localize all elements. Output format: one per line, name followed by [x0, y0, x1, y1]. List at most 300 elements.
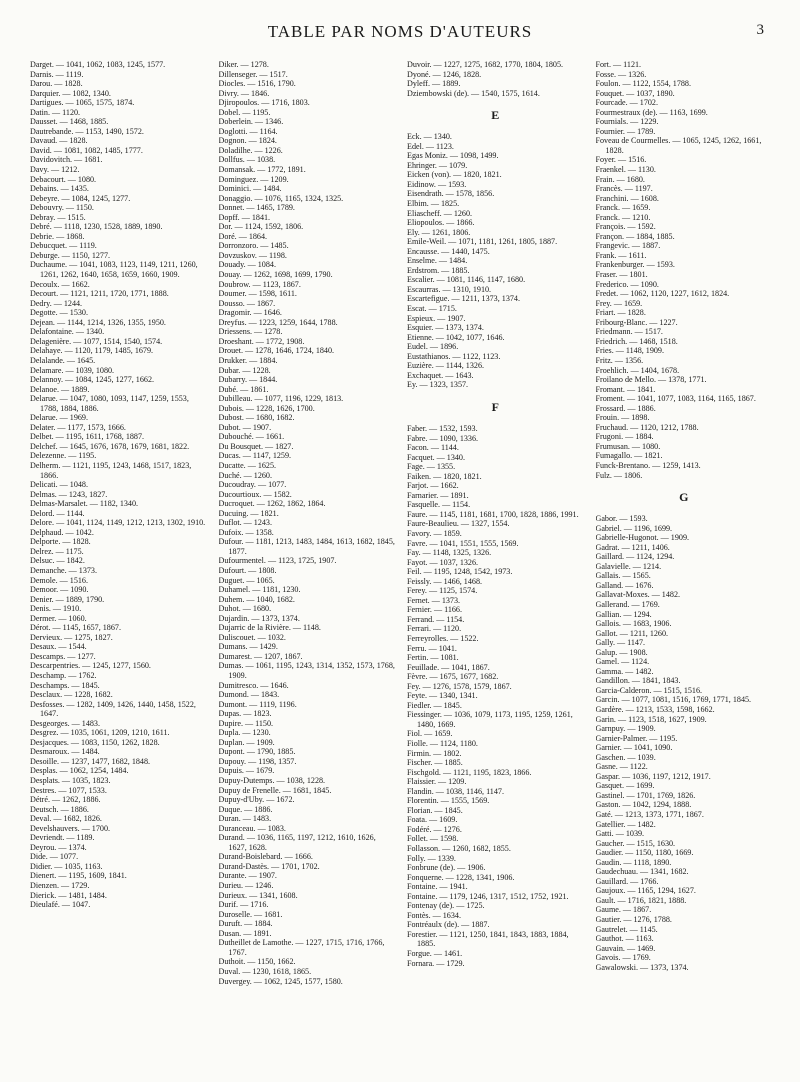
index-entry: Elbim. — 1825. [407, 199, 460, 209]
index-entry: Deyrou. — 1374. [30, 842, 87, 852]
index-entry: Follet. — 1598. [407, 834, 459, 844]
index-entry: Exchaquet. — 1643. [407, 370, 474, 380]
index-entry: Eustathianos. — 1122, 1123. [407, 351, 501, 361]
index-entry: Fontaine. — 1941. [407, 882, 468, 892]
index-entry: Durif. — 1716. [218, 900, 269, 910]
index-entry: Duval. — 1230, 1618, 1865. [218, 966, 312, 976]
index-entry: Doré. — 1864. [218, 231, 268, 241]
index-entry: Faure-Beaulieu. — 1327, 1554. [407, 519, 510, 529]
index-entry: Ferrari. — 1120. [407, 624, 462, 634]
index-entry: Flaissier. — 1209. [407, 777, 467, 787]
index-entry: Erdstrom. — 1885. [407, 265, 470, 275]
index-entry: Davaud. — 1828. [30, 136, 88, 146]
index-entry: Duflot. — 1243. [218, 518, 273, 528]
index-entry: Diker. — 1278. [218, 60, 269, 69]
index-entry: Dérot. — 1145, 1657, 1867. [30, 623, 121, 633]
index-entry: Fasquelle. — 1154. [407, 500, 471, 510]
index-entry: Fraser. — 1801. [595, 270, 648, 280]
index-entry: Doladilhe. — 1226. [218, 145, 283, 155]
index-entry: Gautier. — 1276, 1788. [595, 915, 672, 925]
index-entry: Gavois. — 1769. [595, 953, 651, 963]
index-entry: Debains. — 1435. [30, 184, 89, 194]
index-entry: Dide. — 1077. [30, 852, 79, 862]
index-entry: Du Bousquet. — 1827. [218, 441, 294, 451]
index-entry: Faiken. — 1820, 1821. [407, 471, 482, 481]
index-entry: Descamps. — 1277. [30, 651, 96, 661]
index-entry: Dumont. — 1119, 1196. [218, 699, 297, 709]
index-entry: Duhot. — 1680. [218, 604, 272, 614]
index-entry: Eliopoulos. — 1866. [407, 218, 475, 228]
index-entry: Feyte. — 1340, 1341. [407, 691, 478, 701]
index-entry: Debrie. — 1868. [30, 231, 85, 241]
index-entry: Dupas. — 1823. [218, 709, 272, 719]
index-entry: Donnet. — 1465, 1789. [218, 203, 295, 213]
page-number: 3 [756, 22, 764, 38]
index-entry: Fey. — 1276, 1578, 1579, 1867. [407, 681, 512, 691]
index-entry: Escalier. — 1081, 1146, 1147, 1680. [407, 275, 526, 285]
index-entry: Ferrand. — 1154. [407, 614, 465, 624]
index-entry: Fonbrune (de). — 1906. [407, 863, 486, 873]
index-entry: Eliascheff. — 1260. [407, 208, 473, 218]
index-entry: Dubouché. — 1661. [218, 432, 285, 442]
index-entry: Frossard. — 1886. [595, 403, 656, 413]
index-entry: Delphaud. — 1042. [30, 527, 94, 537]
index-entry: Gaspar. — 1036, 1197, 1212, 1917. [595, 771, 711, 781]
index-entry: Follasson. — 1260, 1682, 1855. [407, 844, 511, 854]
index-entry: Dujarric de la Rivière. — 1148. [218, 623, 321, 633]
index-entry: Fournier. — 1789. [595, 126, 656, 136]
index-entry: Frugoni. — 1884. [595, 432, 654, 442]
index-entry: Fraenkel. — 1130. [595, 165, 656, 175]
index-entry: Ferey. — 1125, 1574. [407, 586, 478, 596]
index-entry: Dorronzoro. — 1485. [218, 241, 289, 251]
index-entry: Gawalowski. — 1373, 1374. [595, 962, 689, 972]
index-entry: Gaté. — 1213, 1373, 1771, 1867. [595, 810, 704, 820]
index-entry: Didier. — 1035, 1163. [30, 861, 103, 871]
index-entry: Folly. — 1339. [407, 853, 456, 863]
index-entry: Friart. — 1828. [595, 308, 646, 318]
index-entry: Fumagallo. — 1821. [595, 451, 663, 461]
index-entry: Garnpuy. — 1909. [595, 724, 656, 734]
index-entry: Détré. — 1262, 1886. [30, 795, 101, 805]
index-entry: Delater. — 1177, 1573, 1666. [30, 422, 126, 432]
index-entry: Froilano de Mello. — 1378, 1771. [595, 375, 707, 385]
index-entry: Fertin. — 1081. [407, 653, 459, 663]
index-entry: Gallais. — 1565. [595, 571, 651, 581]
index-entry: Dufoix. — 1358. [218, 527, 274, 537]
index-entry: Fontenay (de). — 1725. [407, 901, 485, 911]
index-entry: Duché. — 1260. [218, 470, 272, 480]
index-entry: Fort. — 1121. [595, 60, 642, 69]
index-entry: Garnier-Palmer. — 1195. [595, 733, 678, 743]
index-entry: Gautrelet. — 1145. [595, 924, 658, 934]
index-entry: Denier. — 1889, 1790. [30, 594, 105, 604]
index-entry: Doberlein. — 1346. [218, 117, 284, 127]
index-entry: Doglotti. — 1164. [218, 126, 278, 136]
index-entry: Dupla. — 1230. [218, 728, 271, 738]
index-entry: Gasne. — 1122. [595, 762, 648, 772]
index-entry: Dupuy-Dutemps. — 1038, 1228. [218, 776, 326, 786]
index-entry: Frederico. — 1090. [595, 279, 659, 289]
index-entry: Desmaroux. — 1484. [30, 747, 100, 757]
index-entry: Debré. — 1118, 1230, 1528, 1889, 1890. [30, 222, 163, 232]
index-entry: Delafontaine. — 1340. [30, 327, 105, 337]
index-entry: Eisendrath. — 1578, 1856. [407, 189, 495, 199]
index-entry: Fèvre. — 1675, 1677, 1682. [407, 672, 499, 682]
index-entry: Garcin. — 1077, 1081, 1516, 1769, 1771, 1845. [595, 695, 752, 705]
index-entry: Gaillard. — 1124, 1294. [595, 552, 675, 562]
index-entry: Gamel. — 1124. [595, 657, 650, 667]
index-column-4 [596, 60, 773, 1070]
index-entry: Dyoné. — 1246, 1828. [407, 69, 482, 79]
index-entry: Frankenburger. — 1593. [595, 260, 675, 270]
index-entry: Duranceau. — 1083. [218, 823, 286, 833]
index-entry: Favory. — 1859. [407, 528, 462, 538]
index-entry: Emile-Weil. — 1071, 1181, 1261, 1805, 1887. [407, 237, 558, 247]
index-entry: Demoor. — 1090. [30, 585, 89, 595]
index-entry: Faber. — 1532, 1593. [407, 423, 478, 433]
index-entry: Froment. — 1041, 1077, 1083, 1164, 1165, 1867. [595, 394, 756, 404]
index-entry: Debray. — 1515. [30, 212, 86, 222]
index-entry: Darget. — 1041, 1062, 1083, 1245, 1577. [30, 60, 166, 69]
index-entry: Garnier. — 1041, 1090. [595, 743, 673, 753]
index-entry: Dubarry. — 1844. [218, 375, 278, 385]
index-entry: Eicken (von). — 1820, 1821. [407, 170, 502, 180]
index-entry: Delherm. — 1121, 1195, 1243, 1468, 1517, 1823, 1866. [30, 460, 192, 480]
index-entry: Ducatte. — 1625. [218, 460, 277, 470]
index-entry: Fischgold. — 1121, 1195, 1823, 1866. [407, 767, 532, 777]
index-entry: Dufour. — 1181, 1213, 1483, 1484, 1613, 1682, 1845, 1877. [218, 537, 395, 556]
index-entry: Fischer. — 1885. [407, 758, 463, 768]
index-entry: Fourcade. — 1702. [595, 98, 658, 108]
index-entry: Dujardin. — 1373, 1374. [218, 613, 300, 623]
index-entry: Debeyre. — 1084, 1245, 1277. [30, 193, 131, 203]
index-entry: Foata. — 1609. [407, 815, 458, 825]
index-entry: Encausse. — 1440, 1475. [407, 246, 490, 256]
index-entry: Dautrebande. — 1153, 1490, 1572. [30, 126, 144, 136]
index-entry: Gabrielle-Hugonot. — 1909. [595, 533, 690, 543]
index-entry: Dziembowski (de). — 1540, 1575, 1614. [407, 88, 540, 98]
index-entry: Gaschen. — 1039. [595, 752, 656, 762]
index-entry: Gaujoux. — 1165, 1294, 1627. [595, 886, 696, 896]
index-entry: Dubois. — 1228, 1626, 1700. [218, 403, 315, 413]
index-entry: Dominici. — 1484. [218, 184, 282, 194]
index-entry: Gauvain. — 1469. [595, 943, 656, 953]
index-entry: Djiropoulos. — 1716, 1803. [218, 98, 310, 108]
index-entry: Farjot. — 1662. [407, 481, 459, 491]
index-entry: Delanoe. — 1889. [30, 384, 90, 394]
index-entry: Dumas. — 1061, 1195, 1243, 1314, 1352, 1573, 1768, 1909. [218, 661, 395, 680]
index-entry: Fodéré. — 1276. [407, 824, 462, 834]
index-entry: Gallian. — 1294. [595, 609, 652, 619]
index-entry: Facon. — 1144. [407, 443, 459, 453]
index-entry: Dobel. — 1195. [218, 107, 271, 117]
index-entry: Demanche. — 1373. [30, 565, 97, 575]
index-entry: Fries. — 1148, 1909. [595, 346, 664, 356]
index-entry: Diocles. — 1516, 1790. [218, 79, 296, 89]
index-entry: Facquet. — 1340. [407, 452, 465, 462]
index-entry: Fribourg-Blanc. — 1227. [595, 317, 678, 327]
index-entry: Desjacques. — 1083, 1150, 1262, 1828. [30, 737, 160, 747]
index-entry: Fornara. — 1729. [407, 958, 465, 968]
index-entry: Fruchaud. — 1120, 1212, 1788. [595, 422, 699, 432]
index-entry: Domansak. — 1772, 1891. [218, 165, 306, 175]
index-entry: Degotte. — 1530. [30, 308, 88, 318]
section-letter: E [491, 108, 500, 123]
index-entry: Favre. — 1041, 1551, 1555, 1569. [407, 538, 519, 548]
index-entry: Durieu. — 1246. [218, 881, 274, 891]
index-entry: Delannoy. — 1084, 1245, 1277, 1662. [30, 375, 155, 385]
index-entry: Gasquet. — 1699. [595, 781, 655, 791]
index-entry: Dupuy de Frenelle. — 1681, 1845. [218, 785, 332, 795]
index-entry: Dubot. — 1907. [218, 422, 272, 432]
index-entry: Franck. — 1210. [595, 212, 651, 222]
index-entry: Escat. — 1715. [407, 304, 457, 314]
index-entry: Feil. — 1195, 1248, 1542, 1973. [407, 567, 513, 577]
index-entry: Divry. — 1846. [218, 88, 270, 98]
index-entry: Dragomir. — 1646. [218, 308, 282, 318]
index-entry: Fiessinger. — 1036, 1079, 1173, 1195, 1259, 1261, 1480, 1669. [407, 710, 573, 729]
index-entry: Foyer. — 1516. [595, 155, 647, 165]
index-entry: Dominguez. — 1209. [218, 174, 289, 184]
index-entry: Dumarest. — 1207, 1867. [218, 651, 303, 661]
index-entry: Dovzuskov. — 1198. [218, 250, 287, 260]
index-entry: Driessens. — 1278. [218, 327, 283, 337]
index-entry: Dreyfus. — 1223, 1259, 1644, 1788. [218, 317, 338, 327]
index-entry: Dognon. — 1824. [218, 136, 277, 146]
index-entry: Ducuing. — 1821. [218, 508, 279, 518]
index-entry: Darnis. — 1119. [30, 69, 84, 79]
index-entry: Duvoir. — 1227, 1275, 1682, 1770, 1804, 1805. [407, 60, 564, 69]
index-entry: Dollfus. — 1038. [218, 155, 276, 165]
index-entry: Gabriel. — 1196, 1699. [595, 523, 673, 533]
index-entry: Franck. — 1659. [595, 203, 651, 213]
index-entry: Eidinow. — 1593. [407, 179, 467, 189]
index-entry: Fayot. — 1037, 1326. [407, 557, 479, 567]
index-entry: Fromant. — 1841. [595, 384, 656, 394]
index-entry: Gault. — 1716, 1821, 1888. [595, 895, 687, 905]
index-entry: Desplats. — 1035, 1823. [30, 776, 111, 786]
index-entry: Dillenseger. — 1517. [218, 69, 288, 79]
index-entry: Delporte. — 1828. [30, 537, 91, 547]
index-entry: Dartigues. — 1065, 1575, 1874. [30, 98, 135, 108]
index-entry: Durand. — 1036, 1165, 1197, 1212, 1610, 1626, 1627, 1628. [218, 833, 376, 852]
index-entry: Decourt. — 1121, 1211, 1720, 1771, 1888. [30, 289, 169, 299]
index-entry: Darou. — 1828. [30, 79, 83, 89]
index-entry: Delarue. — 1047, 1080, 1093, 1147, 1259, 1553, 1788, 1884, 1886. [30, 394, 189, 413]
index-entry: Delore. — 1041, 1124, 1149, 1212, 1213, 1302, 1910. [30, 518, 206, 528]
index-entry: Dupire. — 1150. [218, 718, 274, 728]
index-entry: Dedry. — 1244. [30, 298, 83, 308]
index-entry: Dubé. — 1861. [218, 384, 269, 394]
index-entry: Foulon. — 1122, 1554, 1788. [595, 79, 691, 89]
index-entry: Ferru. — 1041. [407, 643, 457, 653]
index-entry: Gaudechuau. — 1341, 1682. [595, 867, 689, 877]
index-entry: Frey. — 1659. [595, 298, 643, 308]
index-entry: Frank. — 1611. [595, 250, 647, 260]
index-entry: Fredet. — 1062, 1120, 1227, 1612, 1824. [595, 289, 730, 299]
index-entry: Fourmestraux (de). — 1163, 1699. [595, 107, 708, 117]
index-entry: Droeshant. — 1772, 1908. [218, 336, 305, 346]
index-entry: Develshauvers. — 1700. [30, 823, 111, 833]
index-entry: Fiedler. — 1845. [407, 700, 462, 710]
index-entry: Funck-Brentano. — 1259, 1413. [595, 460, 701, 470]
index-entry: Francès. — 1197. [595, 184, 653, 194]
index-entry: Deutsch. — 1886. [30, 804, 89, 814]
index-entry: Gabor. — 1593. [595, 514, 648, 524]
index-entry: Dierick. — 1481, 1484. [30, 890, 107, 900]
index-entry: Frangevic. — 1887. [595, 241, 661, 251]
page-title: TABLE PAR NOMS D'AUTEURS [267, 22, 533, 41]
index-entry: Gastinel. — 1701, 1769, 1826. [595, 790, 696, 800]
index-entry: Gallot. — 1211, 1260. [595, 628, 669, 638]
index-entry: Durand-Dastès. — 1701, 1702. [218, 861, 320, 871]
index-entry: Denis. — 1910. [30, 604, 82, 614]
index-entry: Franchini. — 1608. [595, 193, 659, 203]
index-entry: Duruft. — 1884. [218, 919, 273, 929]
index-entry: Gallavat-Moxes. — 1482. [595, 590, 681, 600]
index-entry: Dupuis. — 1679. [218, 766, 275, 776]
index-entry: Escaurras. — 1310, 1910. [407, 284, 492, 294]
index-entry: Enselme. — 1484. [407, 256, 468, 266]
index-entry: Dervieux. — 1275, 1827. [30, 632, 113, 642]
index-entry: Delezenne. — 1195. [30, 451, 97, 461]
index-entry: Gallois. — 1683, 1906. [595, 619, 672, 629]
index-entry: Flandin. — 1038, 1146, 1147. [407, 786, 504, 796]
index-entry: Durand-Boislebard. — 1666. [218, 852, 313, 862]
index-entry: Debouvry. — 1150. [30, 203, 94, 213]
index-entry: Galland. — 1676. [595, 580, 654, 590]
index-entry: Ely. — 1261, 1806. [407, 227, 471, 237]
index-entry: Datin. — 1120. [30, 107, 81, 117]
index-column-1 [30, 60, 207, 1070]
index-entry: Frain. — 1680. [595, 174, 645, 184]
index-entry: Gauthot. — 1163. [595, 934, 654, 944]
index-entry: Dupont. — 1790, 1885. [218, 747, 296, 757]
index-entry: Fonquerne. — 1228, 1341, 1906. [407, 872, 515, 882]
index-entry: Gandillon. — 1841, 1843. [595, 676, 681, 686]
index-entry: Delsuc. — 1842. [30, 556, 85, 566]
index-entry: Delahaye. — 1120, 1179, 1485, 1679. [30, 346, 154, 356]
index-entry: Dousso. — 1867. [218, 298, 276, 308]
index-entry: Delord. — 1144. [30, 508, 85, 518]
index-entry: Douady. — 1084. [218, 260, 276, 270]
index-entry: Deschamps. — 1845. [30, 680, 100, 690]
index-entry: Garcia-Calderon. — 1515, 1516. [595, 685, 703, 695]
index-entry: Duque. — 1886. [218, 804, 273, 814]
index-entry: Galup. — 1908. [595, 647, 648, 657]
index-entry: Ducas. — 1147, 1259. [218, 451, 292, 461]
index-column-3 [407, 60, 584, 1070]
index-entry: Debacourt. — 1080. [30, 174, 97, 184]
index-entry: Faure. — 1145, 1181, 1681, 1700, 1828, 1886, 1991. [407, 509, 579, 519]
index-entry: Douay. — 1262, 1698, 1699, 1790. [218, 270, 333, 280]
index-entry: Gadrat. — 1211, 1406. [595, 542, 670, 552]
index-entry: Galavielle. — 1214. [595, 561, 662, 571]
index-entry: Ducourtioux. — 1582. [218, 489, 292, 499]
index-entry: Dejean. — 1144, 1214, 1326, 1355, 1950. [30, 317, 166, 327]
index-entry: Debucquet. — 1119. [30, 241, 97, 251]
index-entry: Desfosses. — 1282, 1409, 1426, 1440, 1458, 1522, 1647. [30, 699, 196, 719]
index-entry: Duguet. — 1065. [218, 575, 275, 585]
index-entry: Gallerand. — 1769. [595, 599, 660, 609]
index-entry: Fernier. — 1166. [407, 605, 462, 615]
index-entry: Etienne. — 1042, 1077, 1646. [407, 332, 505, 342]
index-entry: Duroselle. — 1681. [218, 909, 283, 919]
index-entry: Dupuy-d'Uby. — 1672. [218, 795, 295, 805]
index-entry: Egas Moniz. — 1098, 1499. [407, 151, 499, 161]
index-entry: Durieux. — 1341, 1608. [218, 890, 298, 900]
section-letter: F [491, 399, 499, 414]
index-entry: Desaux. — 1544. [30, 642, 87, 652]
index-entry: Fage. — 1355. [407, 462, 456, 472]
index-entry: Fay. — 1148, 1325, 1326. [407, 548, 492, 558]
index-entry: Fabre. — 1090, 1336. [407, 433, 479, 443]
index-entry: Darquier. — 1082, 1340. [30, 88, 111, 98]
index-entry: Fouquet. — 1037, 1890. [595, 88, 675, 98]
index-entry: Espieux. — 1907. [407, 313, 466, 323]
index-entry: Eck. — 1340. [407, 132, 452, 142]
index-entry: Delmas-Marsalet. — 1182, 1340. [30, 499, 139, 509]
index-entry: Delicati. — 1048. [30, 480, 88, 490]
index-entry: Demole. — 1516. [30, 575, 88, 585]
index-entry: Deval. — 1682, 1826. [30, 814, 102, 824]
index-entry: Feissly. — 1466, 1468. [407, 576, 483, 586]
index-entry: Ferreyrolles. — 1522. [407, 633, 479, 643]
index-entry: Dausset. — 1468, 1885. [30, 117, 109, 127]
index-entry: Gaudier. — 1150, 1180, 1669. [595, 848, 694, 858]
index-entry: Fontaine. — 1179, 1246, 1317, 1512, 1752, 1921. [407, 891, 569, 901]
index-entry: Donaggio. — 1076, 1165, 1324, 1325. [218, 193, 344, 203]
index-entry: Davidovitch. — 1681. [30, 155, 103, 165]
index-entry: Gatellier. — 1482. [595, 819, 656, 829]
index-entry: Delchef. — 1645, 1676, 1678, 1679, 1681, 1822. [30, 441, 190, 451]
index-entry: Forestier. — 1121, 1250, 1841, 1843, 1883, 1884, 1885. [407, 929, 569, 949]
index-entry: Duliscouet. — 1032. [218, 632, 286, 642]
index-entry: Delarue. — 1969. [30, 413, 88, 423]
index-entry: Duhamel. — 1181, 1230. [218, 585, 301, 595]
index-entry: Friedmann. — 1517. [595, 327, 663, 337]
index-entry: Dumond. — 1843. [218, 690, 280, 700]
index-entry: Fiolle. — 1124, 1180. [407, 739, 478, 748]
index-entry: Gaucher. — 1515, 1630. [595, 838, 676, 848]
index-entry: Florian. — 1845. [407, 805, 463, 815]
index-entry: Esquier. — 1373, 1374. [407, 323, 484, 333]
index-entry: Duplan. — 1909. [218, 737, 275, 747]
index-entry: Drouet. — 1278, 1646, 1724, 1840. [218, 346, 335, 356]
index-entry: Dieulafé. — 1047. [30, 900, 91, 910]
index-entry: Garin. — 1123, 1518, 1627, 1909. [595, 714, 707, 724]
index-entry: Doumer. — 1598, 1611. [218, 289, 297, 299]
index-entry: Devriendt. — 1189. [30, 833, 95, 843]
index-entry: Dienzen. — 1729. [30, 881, 90, 891]
index-entry: Dor. — 1124, 1592, 1806. [218, 222, 304, 232]
index-entry: Duvergey. — 1062, 1245, 1577, 1580. [218, 976, 343, 986]
index-entry: Davy. — 1212. [30, 165, 80, 175]
index-entry: Florentin. — 1555, 1569. [407, 796, 490, 806]
index-entry: Duthoit. — 1150, 1662. [218, 957, 296, 967]
index-entry: Frumusan. — 1080. [595, 441, 661, 451]
index-entry: Duran. — 1483. [218, 814, 272, 824]
index-entry: Delrez. — 1175. [30, 546, 84, 556]
index-entry: Dumans. — 1429. [218, 642, 278, 652]
index-entry: Gatti. — 1039. [595, 829, 645, 839]
index-entry: Delagenière. — 1077, 1514, 1540, 1574. [30, 336, 163, 346]
index-entry: Dupouy. — 1198, 1357. [218, 756, 297, 766]
index-entry: Euzière. — 1144, 1326. [407, 361, 485, 371]
index-entry: Dutheillet de Lamothe. — 1227, 1715, 1716, 1766, 1767. [218, 938, 385, 957]
index-entry: Decoulx. — 1662. [30, 279, 90, 289]
